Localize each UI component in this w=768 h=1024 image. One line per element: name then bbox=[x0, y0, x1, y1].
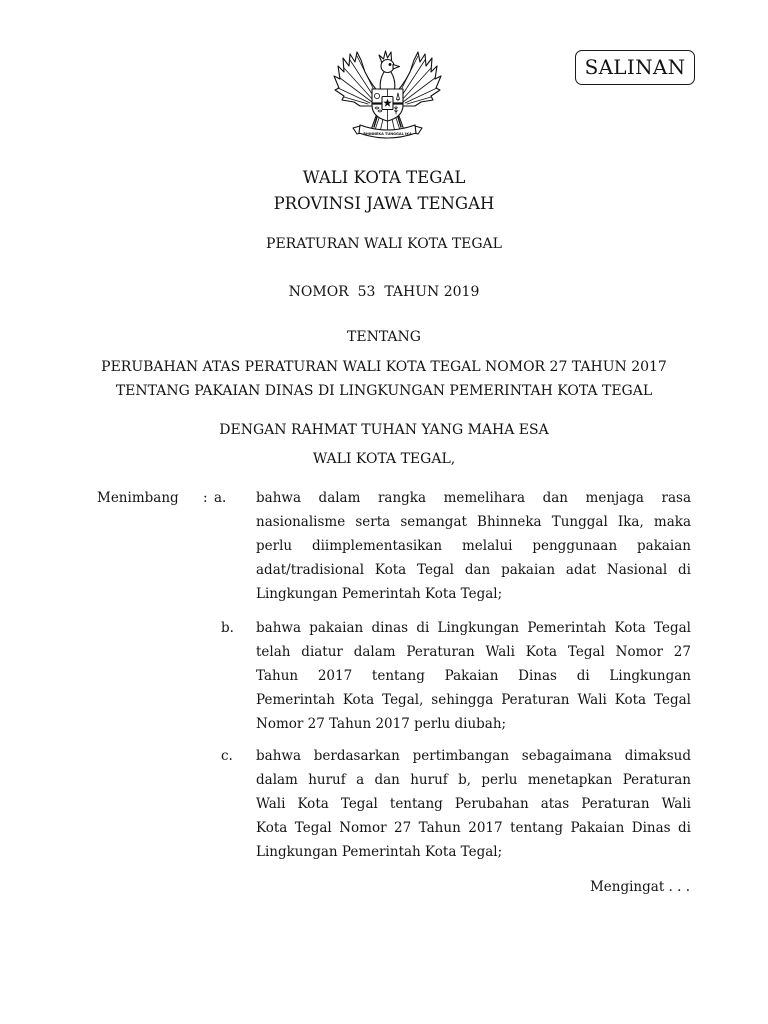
consideration-line: Tahun 2017 tentang Pakaian Dinas di Lingkungan bbox=[256, 668, 691, 684]
consideration-line: Nomor 27 Tahun 2017 perlu diubah; bbox=[256, 716, 507, 732]
beak bbox=[393, 65, 400, 70]
continuation-note: Mengingat . . . bbox=[589, 879, 690, 895]
considerations-label: Menimbang bbox=[97, 490, 179, 506]
authority-line: WALI KOTA TEGAL, bbox=[312, 451, 456, 467]
subject-line: TENTANG PAKAIAN DINAS DI LINGKUNGAN PEMERINTAH KOTA TEGAL bbox=[115, 383, 653, 399]
copy-stamp: SALINAN bbox=[575, 50, 695, 85]
eye bbox=[389, 64, 391, 66]
head bbox=[381, 60, 394, 73]
garuda-emblem-graphic bbox=[330, 46, 445, 142]
consideration-line: telah diatur dalam Peraturan Wali Kota Tegal Nomor 27 bbox=[256, 644, 691, 660]
consideration-line: Lingkungan Pemerintah Kota Tegal; bbox=[256, 844, 503, 860]
regulation-number: NOMOR 53 TAHUN 2019 bbox=[288, 284, 480, 300]
garuda-emblem-icon bbox=[330, 46, 445, 142]
province-title: PROVINSI JAWA TENGAH bbox=[273, 194, 495, 213]
consideration-line: bahwa berdasarkan pertimbangan sebagaimana dimaksud bbox=[256, 748, 691, 764]
consideration-line: Lingkungan Pemerintah Kota Tegal; bbox=[256, 586, 503, 602]
emblem-motto: BHINNEKA TUNGGAL IKA bbox=[363, 131, 412, 136]
consideration-line: dalam huruf a dan huruf b, perlu menetapkan Peraturan bbox=[256, 772, 691, 788]
consideration-item bbox=[256, 486, 691, 606]
item-marker: b. bbox=[221, 620, 234, 636]
consideration-line: Pemerintah Kota Tegal, sehingga Peraturan Wali Kota Tegal bbox=[256, 692, 691, 708]
regulation-type: PERATURAN WALI KOTA TEGAL bbox=[266, 236, 502, 252]
issuer-title: WALI KOTA TEGAL bbox=[302, 168, 466, 187]
consideration-line: bahwa dalam rangka memelihara dan menjaga rasa bbox=[256, 490, 691, 506]
consideration-line: nasionalisme serta semangat Bhinneka Tunggal Ika, maka bbox=[256, 514, 691, 530]
consideration-line: Wali Kota Tegal tentang Perubahan atas Peraturan Wali bbox=[256, 796, 691, 812]
consideration-item bbox=[256, 744, 691, 864]
item-marker: c. bbox=[221, 748, 233, 764]
item-marker: a. bbox=[214, 490, 227, 506]
consideration-line: perlu diimplementasikan melalui penggunaan pakaian bbox=[256, 538, 691, 554]
invocation: DENGAN RAHMAT TUHAN YANG MAHA ESA bbox=[219, 422, 549, 438]
considerations-separator: : bbox=[203, 490, 208, 506]
consideration-line: bahwa pakaian dinas di Lingkungan Pemerintah Kota Tegal bbox=[256, 620, 691, 636]
shield bbox=[372, 89, 403, 121]
consideration-item bbox=[256, 616, 691, 736]
consideration-line: adat/tradisional Kota Tegal dan pakaian adat Nasional di bbox=[256, 562, 691, 578]
subject-line: PERUBAHAN ATAS PERATURAN WALI KOTA TEGAL NOMOR 27 TAHUN 2017 bbox=[101, 359, 667, 375]
about-label: TENTANG bbox=[347, 329, 421, 345]
consideration-line: Kota Tegal Nomor 27 Tahun 2017 tentang Pakaian Dinas di bbox=[256, 820, 691, 836]
